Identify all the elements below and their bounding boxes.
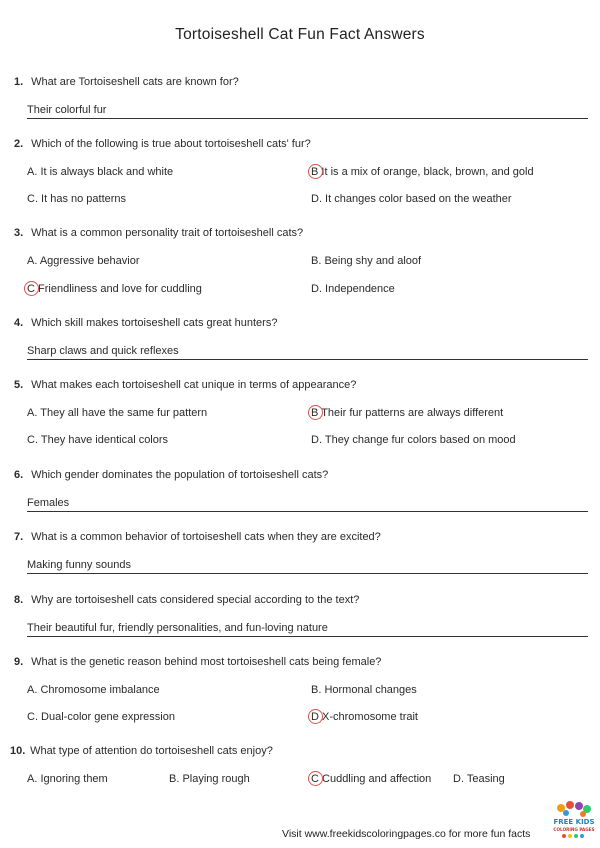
answer-text: Sharp claws and quick reflexes <box>27 345 179 357</box>
option-a: A. Chromosome imbalance <box>27 684 160 696</box>
answer-text: Their colorful fur <box>27 104 107 116</box>
answer-line-7 <box>27 557 588 574</box>
answer-circle <box>308 164 323 179</box>
question-text: What is a common personality trait of tortoiseshell cats? <box>31 227 304 239</box>
question-text: What is a common behavior of tortoiseshell cats when they are excited? <box>31 531 381 543</box>
page-title: Tortoiseshell Cat Fun Fact Answers <box>175 26 425 43</box>
logo-dot-icon <box>566 801 574 809</box>
question-number: 3. <box>14 227 24 239</box>
answer-line-4 <box>27 343 588 360</box>
answer-circle <box>308 709 323 724</box>
question-text: Why are tortoiseshell cats considered special according to the text? <box>31 594 360 606</box>
answer-text: Their beautiful fur, friendly personalities, and fun-loving nature <box>27 622 328 634</box>
question-3 <box>14 227 588 239</box>
option-a: A. They all have the same fur pattern <box>27 407 208 419</box>
option-letter: B <box>311 407 319 419</box>
question-8 <box>14 594 588 606</box>
option-d-selected <box>311 709 418 725</box>
question-text: What are Tortoiseshell cats are known for? <box>31 76 239 88</box>
option-b-selected <box>311 405 503 421</box>
question-text: What is the genetic reason behind most tortoiseshell cats being female? <box>31 656 382 668</box>
question-9 <box>14 656 588 668</box>
option-letter: C <box>27 283 35 295</box>
option-b: B. Being shy and aloof <box>311 255 422 267</box>
question-number: 8. <box>14 594 24 606</box>
option-letter: C <box>311 773 319 785</box>
answer-line-6 <box>27 495 588 512</box>
logo-subtext: COLORING PAGES <box>553 827 595 832</box>
option-c: C. It has no patterns <box>27 193 127 205</box>
logo-dot-icon <box>580 834 584 838</box>
option-c-selected <box>27 281 202 297</box>
option-letter: D <box>311 711 319 723</box>
answer-text: Females <box>27 497 70 509</box>
question-text: What makes each tortoiseshell cat unique in terms of appearance? <box>31 379 357 391</box>
logo-dot-icon <box>568 834 572 838</box>
answer-line-8 <box>27 620 588 637</box>
question-number: 1. <box>14 76 24 88</box>
question-5 <box>14 379 588 391</box>
question-number: 6. <box>14 469 24 481</box>
question-4 <box>14 317 588 329</box>
option-a: A. Aggressive behavior <box>27 255 140 267</box>
logo-dot-icon <box>575 802 583 810</box>
question-number: 10. <box>10 745 26 757</box>
question-number: 4. <box>14 317 24 329</box>
question-10 <box>10 745 588 757</box>
option-letter: B <box>311 166 319 178</box>
question-text: Which of the following is true about tortoiseshell cats' fur? <box>31 138 311 150</box>
question-text: Which skill makes tortoiseshell cats great hunters? <box>31 317 278 329</box>
option-c-selected <box>311 771 431 787</box>
site-logo <box>553 800 595 840</box>
question-number: 7. <box>14 531 24 543</box>
option-text: Their fur patterns are always different <box>318 407 504 419</box>
option-b-selected <box>311 164 534 180</box>
logo-dot-icon <box>580 811 586 817</box>
question-number: 5. <box>14 379 24 391</box>
option-text: Friendliness and love for cuddling <box>34 283 202 295</box>
answer-circle <box>24 281 39 296</box>
question-1 <box>14 76 588 88</box>
logo-dot-icon <box>574 834 578 838</box>
option-c: C. Dual-color gene expression <box>27 711 175 723</box>
question-text: What type of attention do tortoiseshell cats enjoy? <box>30 745 273 757</box>
option-a: A. Ignoring them <box>27 773 108 785</box>
answer-text: Making funny sounds <box>27 559 131 571</box>
answer-circle <box>308 405 323 420</box>
footer-text: Visit www.freekidscoloringpages.co for more fun facts <box>282 828 531 840</box>
option-d: D. Independence <box>311 283 395 295</box>
option-text: Cuddling and affection <box>318 773 432 785</box>
question-number: 2. <box>14 138 24 150</box>
logo-dot-icon <box>557 804 565 812</box>
option-d: D. It changes color based on the weather <box>311 193 512 205</box>
option-text: X-chromosome trait <box>318 711 418 723</box>
option-d: D. They change fur colors based on mood <box>311 434 516 446</box>
question-number: 9. <box>14 656 24 668</box>
option-d: D. Teasing <box>453 773 505 785</box>
option-c: C. They have identical colors <box>27 434 169 446</box>
option-b: B. Hormonal changes <box>311 684 417 696</box>
logo-text: FREE KIDS <box>553 818 595 826</box>
option-a: A. It is always black and white <box>27 166 174 178</box>
question-6 <box>14 469 588 481</box>
option-text: It is a mix of orange, black, brown, and gold <box>318 166 534 178</box>
question-2 <box>14 138 588 150</box>
answer-circle <box>308 771 323 786</box>
logo-dot-icon <box>563 810 569 816</box>
logo-dot-icon <box>562 834 566 838</box>
question-text: Which gender dominates the population of tortoiseshell cats? <box>31 469 329 481</box>
question-7 <box>14 531 588 543</box>
option-b: B. Playing rough <box>169 773 250 785</box>
answer-line-1 <box>27 102 588 119</box>
